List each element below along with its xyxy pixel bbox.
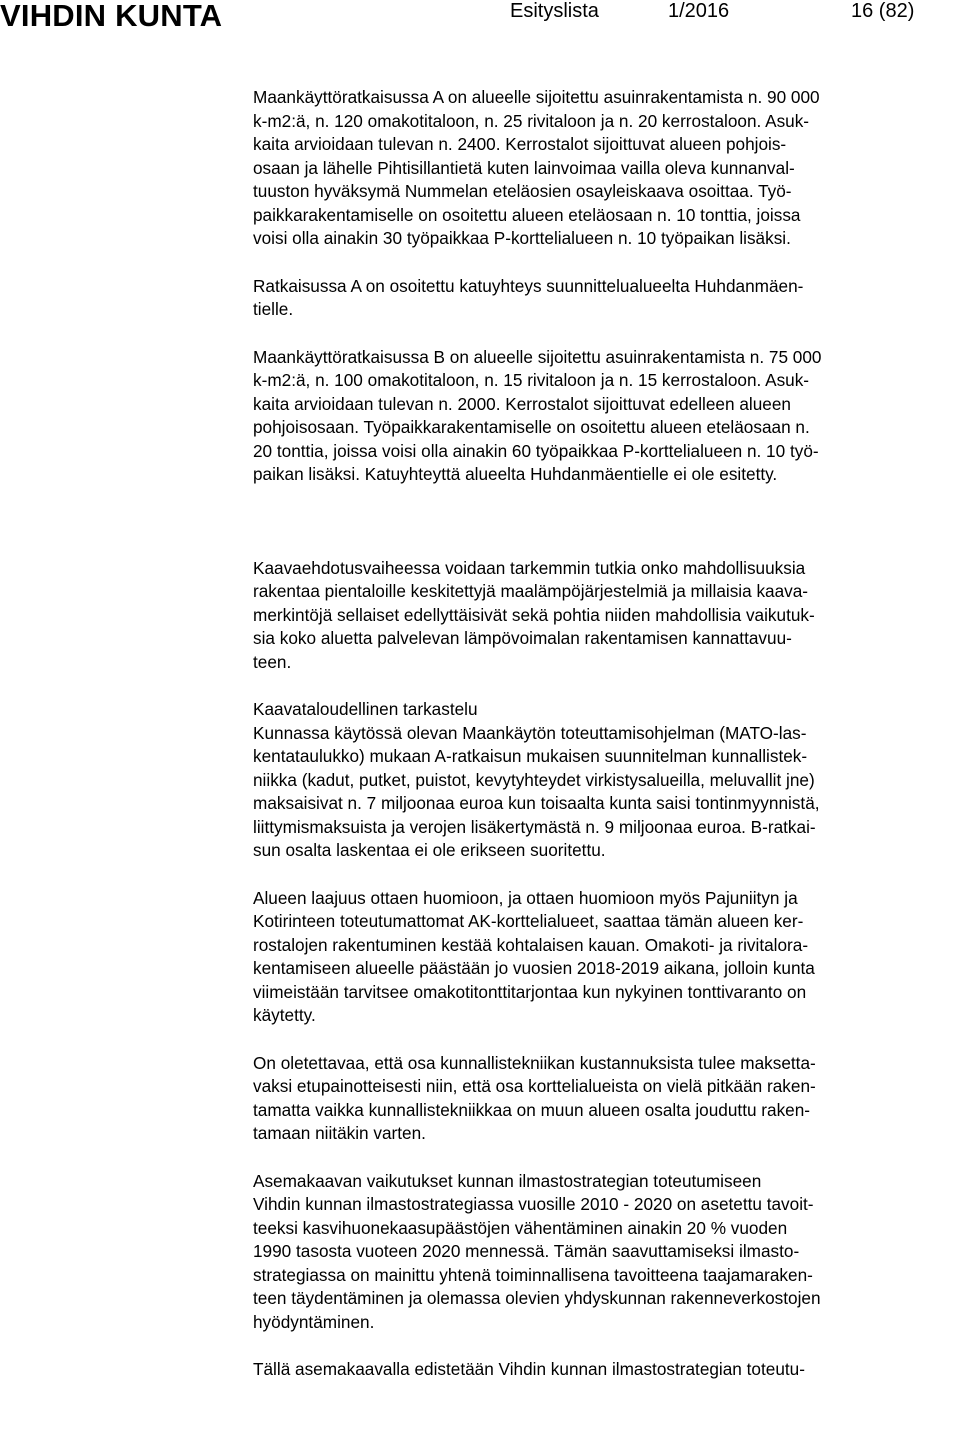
text-line: sun osalta laskentaa ei ole erikseen suoritettu. <box>253 840 606 860</box>
text-line: Maankäyttöratkaisussa B on alueelle sijoitettu asuinrakentamista n. 75 000 <box>253 346 822 367</box>
text-line: strategiassa on mainittu yhtenä toiminnallisena tavoitteena taajamaraken- <box>253 1264 813 1285</box>
text-line: tamatta vaikka kunnallistekniikkaa on muun alueen osalta jouduttu raken- <box>253 1099 811 1120</box>
text-line: niikka (kadut, putket, puistot, kevytyhteydet virkistysalueilla, meluvallit jne) <box>253 769 815 790</box>
text-line: sia koko aluetta palvelevan lämpövoimalan rakentamisen kannattavuu- <box>253 628 792 648</box>
text-line: tuuston hyväksymä Nummelan eteläosien osayleiskaava osoittaa. Työ- <box>253 181 792 201</box>
text-line: Tällä asemakaavalla edistetään Vihdin kunnan ilmastostrategian toteutu- <box>253 1359 805 1379</box>
section-heading: Kaavataloudellinen tarkastelu <box>253 699 478 719</box>
text-line: paikan lisäksi. Katuyhteyttä alueelta Huhdanmäentielle ei ole esitetty. <box>253 464 778 484</box>
text-line: maksaisivat n. 7 miljoonaa euroa kun toisaalta kunta saisi tontinmyynnistä, <box>253 793 820 813</box>
text-line: kaita arvioidaan tulevan n. 2000. Kerrostalot sijoittuvat edelleen alueen <box>253 393 791 414</box>
text-line: rostalojen rakentuminen kestää kohtalaisen kauan. Omakoti- ja rivitalora- <box>253 934 809 955</box>
text-line: kaita arvioidaan tulevan n. 2400. Kerrostalot sijoittuvat alueen pohjois- <box>253 134 787 154</box>
section-heading: Asemakaavan vaikutukset kunnan ilmastostrategian toteutumiseen <box>253 1170 762 1191</box>
text-line: teen. <box>253 651 292 672</box>
text-line: viimeistään tarvitsee omakotitonttitarjontaa kun nykyinen tonttivaranto on <box>253 981 807 1002</box>
text-line: 20 tonttia, joissa voisi olla ainakin 60 työpaikkaa P-korttelialueen n. 10 työ- <box>253 440 819 461</box>
text-line: k-m2:ä, n. 120 omakotitaloon, n. 25 rivitaloon ja n. 20 kerrostaloon. Asuk- <box>253 110 810 131</box>
text-line: Vihdin kunnan ilmastostrategiassa vuosille 2010 - 2020 on asetettu tavoit- <box>253 1194 814 1214</box>
text-line: Kotirinteen toteutumattomat AK-korttelialueet, saattaa tämän alueen ker- <box>253 911 804 931</box>
text-line: teen täydentäminen ja olemassa olevien yhdyskunnan rakenneverkostojen <box>253 1288 821 1308</box>
text-line: vaksi etupainotteisesti niin, että osa korttelialueista on vielä pitkään raken- <box>253 1076 816 1096</box>
text-line: käytetty. <box>253 1005 316 1025</box>
text-line: 1990 tasosta vuoteen 2020 mennessä. Tämän saavuttamiseksi ilmasto- <box>253 1241 800 1261</box>
paragraph-solution-b <box>253 346 960 487</box>
text-line: On oletettavaa, että osa kunnallistekniikan kustannuksista tulee maksetta- <box>253 1052 816 1073</box>
paragraph-plan-promotes <box>253 1358 960 1382</box>
document-type: Esityslista <box>510 0 599 22</box>
text-line: teeksi kasvihuonekaasupäästöjen vähentäminen ainakin 20 % vuoden <box>253 1217 788 1238</box>
text-line: merkintöjä sellaiset edellyttäisivät sekä pohtia niiden mahdollisia vaikutuk- <box>253 604 815 625</box>
page-number: 16 (82) <box>851 0 915 22</box>
paragraph-economic-review <box>253 698 960 863</box>
text-line: osaan ja lähelle Pihtisillantietä kuten lainvoimaa vailla oleva kunnanval- <box>253 157 795 178</box>
text-line: k-m2:ä, n. 100 omakotitaloon, n. 15 rivitaloon ja n. 15 kerrostaloon. Asuk- <box>253 370 810 390</box>
text-line: Maankäyttöratkaisussa A on alueelle sijoitettu asuinrakentamista n. 90 000 <box>253 87 820 107</box>
organization-name: VIHDIN KUNTA <box>0 0 223 33</box>
text-line: pohjoisosaan. Työpaikkarakentamiselle on osoitettu alueen eteläosaan n. <box>253 417 810 437</box>
paragraph-infrastructure-costs <box>253 1052 960 1146</box>
text-line: Kunnassa käytössä olevan Maankäytön toteuttamisohjelman (MATO-las- <box>253 722 807 743</box>
text-line: liittymismaksuista ja verojen lisäkertymästä n. 9 miljoonaa euroa. B-ratkai- <box>253 816 816 837</box>
text-line: tamaan niitäkin varten. <box>253 1123 426 1143</box>
text-line: hyödyntäminen. <box>253 1311 375 1332</box>
paragraph-street-connection <box>253 275 960 322</box>
paragraph-area-scope <box>253 887 960 1028</box>
paragraph-geothermal <box>253 557 960 675</box>
text-line: Alueen laajuus ottaen huomioon, ja ottaen huomioon myös Pajuniityn ja <box>253 887 798 908</box>
document-body <box>253 86 960 1382</box>
paragraph-solution-a <box>253 86 960 251</box>
text-line: kentamiseen alueelle päästään jo vuosien 2018-2019 aikana, jolloin kunta <box>253 958 815 978</box>
text-line: paikkarakentamiselle on osoitettu alueen eteläosaan n. 10 tonttia, joissa <box>253 204 801 225</box>
text-line: kentataulukko) mukaan A-ratkaisun mukaisen suunnitelman kunnallistek- <box>253 746 808 766</box>
page-header <box>0 0 960 40</box>
text-line: tielle. <box>253 299 294 319</box>
text-line: Kaavaehdotusvaiheessa voidaan tarkemmin tutkia onko mahdollisuuksia <box>253 557 806 578</box>
document-number: 1/2016 <box>668 0 730 22</box>
text-line: voisi olla ainakin 30 työpaikkaa P-korttelialueen n. 10 työpaikan lisäksi. <box>253 228 791 248</box>
text-line: Ratkaisussa A on osoitettu katuyhteys suunnittelualueelta Huhdanmäen- <box>253 275 804 296</box>
paragraph-climate-strategy <box>253 1170 960 1335</box>
text-line: rakentaa pientaloille keskitettyjä maalämpöjärjestelmiä ja millaisia kaava- <box>253 581 809 601</box>
